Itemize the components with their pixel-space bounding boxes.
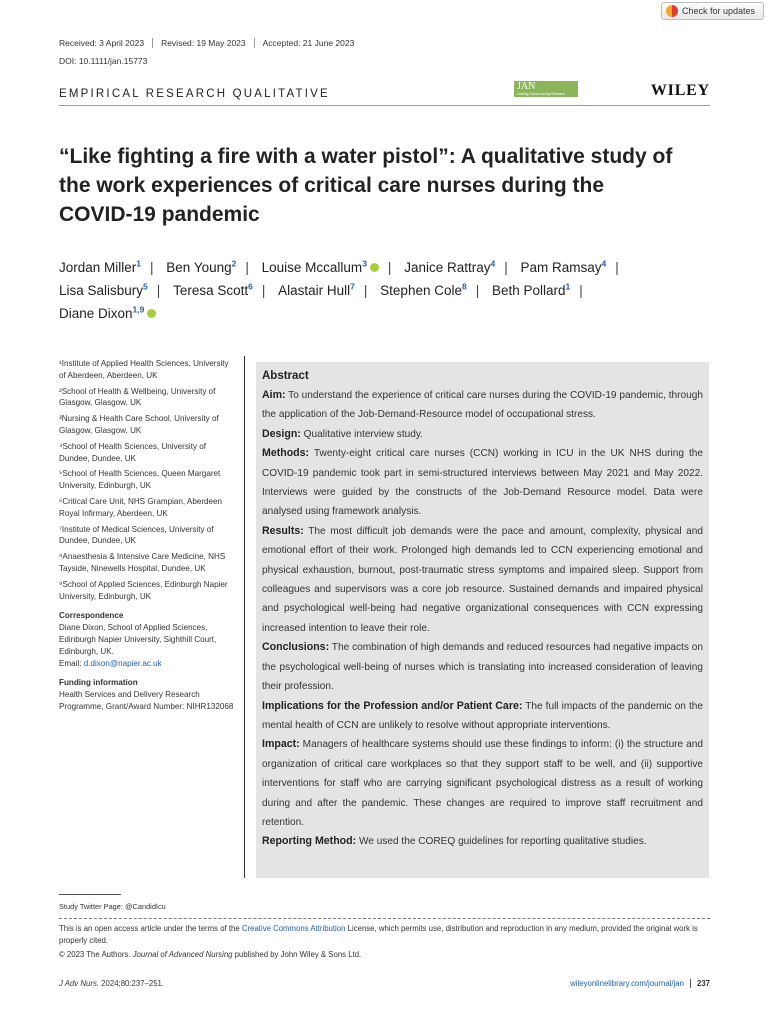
check-for-updates-button[interactable] xyxy=(661,2,764,20)
affiliations-column xyxy=(59,358,237,713)
page-number: 237 xyxy=(690,979,710,988)
abstract-results: Results: The most difficult job demands were the pace and amount, complexity, physical and emotional effort of their work. Prolonged high demands led to CCN experiencing emotional and physical exhaustion, burnout, post-traumatic stress symptoms and impaired sleep. Support from colleagues and supervisors was a core job resource. Sustained demands and impaired physical and psychological well-being had negative organizational consequences with CCN expressing increased intention to leave their role. xyxy=(262,524,703,634)
author[interactable]: Stephen Cole$^8$ xyxy=(380,281,467,298)
crossmark-icon xyxy=(666,5,678,17)
correspondence-heading: Correspondence xyxy=(59,611,124,621)
wiley-logo: WILEY xyxy=(650,82,710,99)
license-divider xyxy=(59,918,710,919)
affiliation: ⁶Critical Care Unit, NHS Grampian, Aberdeen Royal Infirmary, Aberdeen, UK xyxy=(59,496,223,518)
check-for-updates-label: Check for updates xyxy=(681,6,755,16)
column-divider xyxy=(244,356,245,878)
author[interactable]: Pam Ramsay$^4$ xyxy=(520,258,607,275)
affiliation: ⁵School of Health Sciences, Queen Margaret University, Edinburgh, UK xyxy=(59,469,221,491)
twitter-note: Study Twitter Page: @CandidIcu xyxy=(59,902,166,911)
abstract-reporting: Reporting Method: We used the COREQ guidelines for reporting qualitative studies. xyxy=(262,835,647,848)
abstract-implications: Implications for the Profession and/or Patient Care: The full impacts of the pandemic on the mental health of CCN are unlikely to resolve without appropriate interventions. xyxy=(262,699,703,731)
footer-right xyxy=(570,979,710,988)
revised-date: Revised: 19 May 2023 xyxy=(152,38,254,48)
abstract-impact: Impact: Managers of healthcare systems should use these findings to inform: (i) the structure and organization of critical care workplaces so that they support staff to be well, and (ii) supportive interventions for staff who are carrying significant psychological distress as a result of working during and after the pandemic. These changes are required to improve staff recruitment and retention. xyxy=(262,738,703,828)
header-divider xyxy=(59,105,710,106)
journal-citation: J Adv Nurs. 2024;80:237–251. xyxy=(59,979,165,988)
funding-heading: Funding information xyxy=(59,678,138,688)
accepted-date: Accepted: 21 June 2023 xyxy=(254,38,363,48)
abstract-methods: Methods: Twenty-eight critical care nurses (CCN) working in ICU in the UK NHS during the COVID-19 pandemic took part in semi-structured interviews between May 2021 and May 2022. Interviews were guided by the constructs of the Job-Demand Resource model. Data were analysed using framework analysis. xyxy=(262,447,703,518)
funding-text: Health Services and Delivery Research Programme, Grant/Award Number: NIHR132068 xyxy=(59,690,234,711)
journal-url-link[interactable]: wileyonlinelibrary.com/journal/jan xyxy=(570,979,684,988)
footnote-divider xyxy=(59,894,121,895)
abstract-aim: Aim: To understand the experience of critical care nurses during the COVID-19 pandemic, through the application of the Job-Demand-Resource model of occupational stress. xyxy=(262,389,703,421)
article-title: “Like fighting a fire with a water pistol”: A qualitative study of the work experiences of critical care nurses during the COVID-19 pandemic xyxy=(59,145,673,226)
article-dates xyxy=(59,38,362,48)
email-link[interactable]: d.dixon@napier.ac.uk xyxy=(83,658,162,668)
jan-logo xyxy=(514,81,578,97)
license-text: This is an open access article under the terms of the Creative Commons Attribution License, which permits use, distribution and reproduction in any medium, provided the original work is properly cited. xyxy=(59,924,698,945)
author[interactable]: Teresa Scott$^6$ xyxy=(173,281,253,298)
affiliation: ⁸Anaesthesia & Intensive Care Medicine, NHS Tayside, Ninewells Hospital, Dundee, UK xyxy=(59,552,226,573)
orcid-icon[interactable] xyxy=(147,309,156,318)
author[interactable]: Jordan Miller$^1$ xyxy=(59,258,142,275)
copyright: © 2023 The Authors. Journal of Advanced Nursing published by John Wiley & Sons Ltd. xyxy=(59,950,362,959)
author[interactable]: Diane Dixon$^{1,9}$ xyxy=(59,302,156,325)
jan-logo-text: JAN xyxy=(517,81,536,92)
received-date: Received: 3 April 2023 xyxy=(59,38,145,48)
jan-logo-subtitle: Leading Global Nursing Research xyxy=(517,92,565,96)
abstract-box xyxy=(256,362,709,878)
affiliation: ⁹School of Applied Sciences, Edinburgh Napier University, Edinburgh, UK xyxy=(59,579,228,601)
affiliation: ⁴School of Health Sciences, University of Dundee, Dundee, UK xyxy=(59,441,206,463)
author[interactable]: Beth Pollard$^1$ xyxy=(492,281,571,298)
author[interactable]: Louise Mccallum$^3$ xyxy=(262,256,379,279)
affiliation: ¹Institute of Applied Health Sciences, University of Aberdeen, Aberdeen, UK xyxy=(59,359,229,380)
abstract-design: Design: Qualitative interview study. xyxy=(262,427,423,440)
section-label: EMPIRICAL RESEARCH QUALITATIVE xyxy=(59,88,330,100)
author[interactable]: Janice Rattray$^4$ xyxy=(404,258,496,275)
author[interactable]: Lisa Salisbury$^5$ xyxy=(59,281,148,298)
abstract-conclusions: Conclusions: The combination of high demands and reduced resources had negative impacts on the psychological well-being of nurses which is translating into increased consideration of leaving their profession. xyxy=(262,641,703,693)
affiliation: ³Nursing & Health Care School, University of Glasgow, Glasgow, UK xyxy=(59,414,219,435)
author-list: Jordan Miller$^1$ | Ben Young$^2$ | Louise Mccallum$^3$ | Janice Rattray$^4$ | Pam Ramsay$^4$ | Lisa Salisbury$^5$ | Teresa Scott$^6$ | Alastair Hull$^7$ | Stephen Cole$^8$ | Beth Pollard$^1$ | Diane Dixon$^{1,9}$ xyxy=(59,256,709,325)
orcid-icon[interactable] xyxy=(370,263,379,272)
abstract-heading: Abstract xyxy=(262,370,309,382)
affiliation: ⁷Institute of Medical Sciences, University of Dundee, Dundee, UK xyxy=(59,524,214,546)
author[interactable]: Ben Young$^2$ xyxy=(166,258,237,275)
affiliation: ²School of Health & Wellbeing, University of Glasgow, Glasgow, UK xyxy=(59,386,216,408)
correspondence-email-line: Email: d.dixon@napier.ac.uk xyxy=(59,658,162,668)
correspondence-text: Diane Dixon, School of Applied Sciences, Edinburgh Napier University, Sighthill Court, Edinburgh, UK. xyxy=(59,623,217,656)
cc-license-link[interactable]: Creative Commons Attribution xyxy=(241,924,346,933)
doi[interactable]: DOI: 10.1111/jan.15773 xyxy=(59,56,148,66)
author[interactable]: Alastair Hull$^7$ xyxy=(278,281,355,298)
